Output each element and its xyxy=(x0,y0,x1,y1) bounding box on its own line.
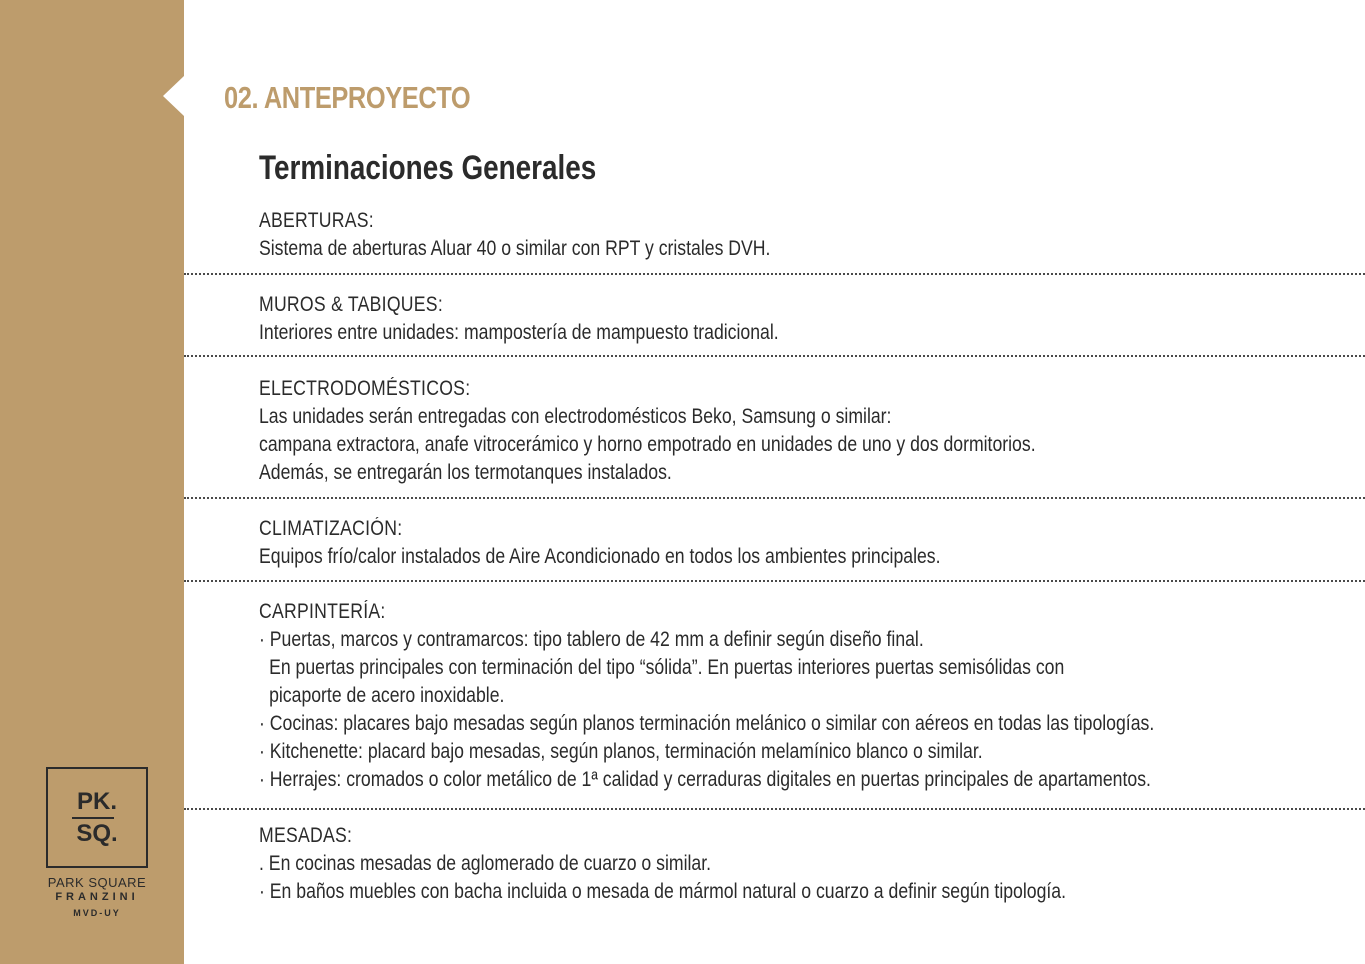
section-heading: ELECTRODOMÉSTICOS: xyxy=(259,377,471,400)
sidebar-notch xyxy=(163,76,184,116)
divider xyxy=(184,808,1365,810)
divider xyxy=(184,273,1365,275)
section-mesadas xyxy=(259,822,1359,906)
logo-dot-2: . xyxy=(111,819,118,847)
page-title: Terminaciones Generales xyxy=(259,149,597,187)
list-item-continuation: En puertas principales con terminación del tipo “sólida”. En puertas interiores puertas semisólidas con xyxy=(269,656,1065,679)
logo-line-1: PK xyxy=(76,787,111,815)
section-climatizacion xyxy=(259,515,1359,571)
divider xyxy=(184,497,1365,499)
section-heading: ABERTURAS: xyxy=(259,209,374,232)
section-heading: CARPINTERÍA: xyxy=(259,600,386,623)
logo xyxy=(46,767,148,868)
section-text: Las unidades serán entregadas con electrodomésticos Beko, Samsung o similar: xyxy=(259,405,892,428)
section-carpinteria xyxy=(259,598,1359,794)
logo-name: PARK SQUARE xyxy=(47,875,147,890)
section-electrodomesticos xyxy=(259,375,1359,487)
logo-line-2: SQ xyxy=(76,819,111,847)
logo-location: MVD-UY xyxy=(73,908,121,918)
divider xyxy=(184,355,1365,357)
logo-subname: FRANZINI xyxy=(55,891,139,903)
logo-dot-1: . xyxy=(110,787,117,815)
list-item-continuation: picaporte de acero inoxidable. xyxy=(269,684,505,707)
section-heading: MUROS & TABIQUES: xyxy=(259,293,443,316)
section-heading: CLIMATIZACIÓN: xyxy=(259,517,403,540)
section-heading: MESADAS: xyxy=(259,824,353,847)
list-item: · Kitchenette: placard bajo mesadas, según planos, terminación melamínico blanco o similar. xyxy=(259,740,983,763)
section-text: Además, se entregarán los termotanques instalados. xyxy=(259,461,672,484)
list-item: · En baños muebles con bacha incluida o mesada de mármol natural o cuarzo a definir según tipología. xyxy=(259,880,1067,903)
list-item: · Puertas, marcos y contramarcos: tipo tablero de 42 mm a definir según diseño final. xyxy=(259,628,924,651)
section-text: Sistema de aberturas Aluar 40 o similar con RPT y cristales DVH. xyxy=(259,237,771,260)
section-text: Equipos frío/calor instalados de Aire Acondicionado en todos los ambientes principales. xyxy=(259,545,941,568)
section-text: Interiores entre unidades: mampostería de mampuesto tradicional. xyxy=(259,321,779,344)
divider xyxy=(184,580,1365,582)
list-item: · Cocinas: placares bajo mesadas según planos terminación melánico o similar con aéreos en todas las tipologías. xyxy=(259,712,1155,735)
list-item: · Herrajes: cromados o color metálico de 1ª calidad y cerraduras digitales en puertas principales de apartamentos. xyxy=(259,768,1151,791)
list-item: . En cocinas mesadas de aglomerado de cuarzo o similar. xyxy=(259,852,712,875)
section-text: campana extractora, anafe vitrocerámico y horno empotrado en unidades de uno y dos dormitorios. xyxy=(259,433,1036,456)
section-number: 02. ANTEPROYECTO xyxy=(224,80,471,115)
section-aberturas xyxy=(259,207,1359,263)
section-muros xyxy=(259,291,1359,347)
